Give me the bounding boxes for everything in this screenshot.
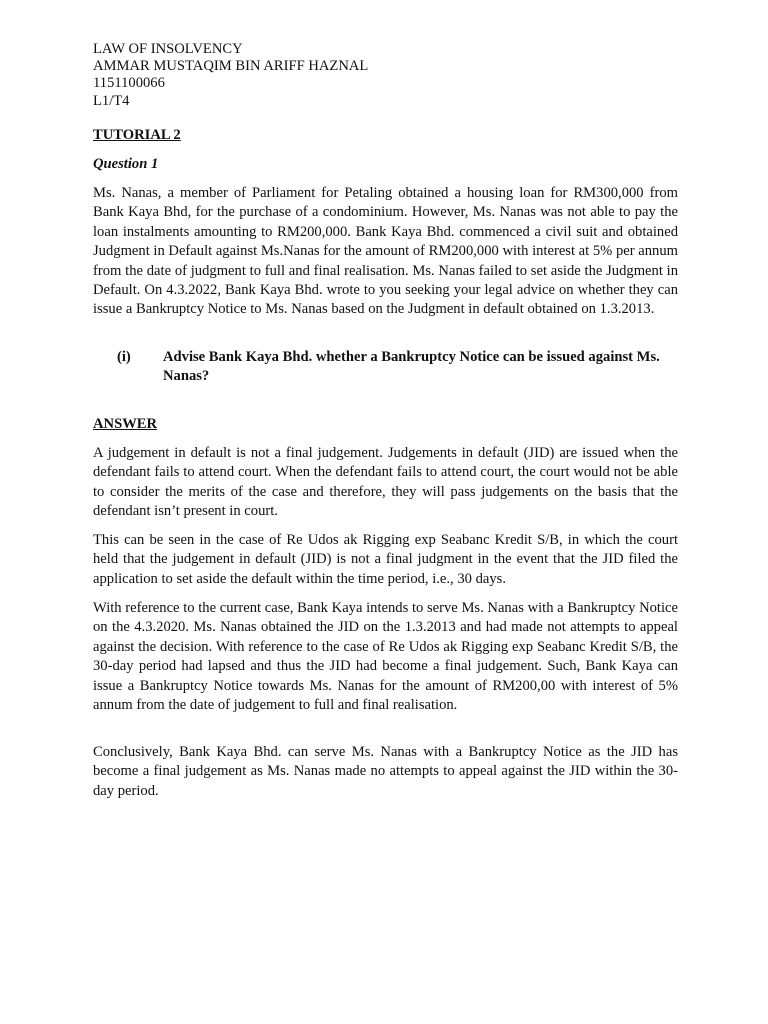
document-header xyxy=(93,41,368,110)
sub-question-number: (i) xyxy=(117,349,131,365)
course-title: LAW OF INSOLVENCY xyxy=(93,41,243,57)
section-code: L1/T4 xyxy=(93,92,130,109)
sub-question-text: Advise Bank Kaya Bhd. whether a Bankruptcy Notice can be issued against Ms. Nanas? xyxy=(163,349,660,385)
answer-paragraph: This can be seen in the case of Re Udos ak Rigging exp Seabanc Kredit S/B, in which the court held that the judgement in default (JID) is not a final judgment in the event that the JID filed the application to set aside the default within the time period, i.e., 30 days. xyxy=(93,532,678,587)
tutorial-title: TUTORIAL 2 xyxy=(93,127,181,143)
answer-paragraph: Conclusively, Bank Kaya Bhd. can serve Ms. Nanas with a Bankruptcy Notice as the JID has become a final judgement as Ms. Nanas made no attempts to appeal against the JID within the 30-day period. xyxy=(93,744,678,799)
student-name: AMMAR MUSTAQIM BIN ARIFF HAZNAL xyxy=(93,58,369,75)
student-id: 1151100066 xyxy=(93,75,165,92)
question-heading: Question 1 xyxy=(93,156,159,172)
answer-heading: ANSWER xyxy=(93,416,158,432)
answer-paragraph: A judgement in default is not a final judgement. Judgements in default (JID) are issued when the defendant fails to attend court. When the defendant fails to attend court, the court would not be able to consider the merits of the case and therefore, they will pass judgements on the basis that the defendant isn’t present in court. xyxy=(93,445,678,520)
answer-paragraph: With reference to the current case, Bank Kaya intends to serve Ms. Nanas with a Bankruptcy Notice on the 4.3.2020. Ms. Nanas obtained the JID on the 1.3.2013 and had made not attempts to appeal against the decision. With reference to the case of Re Udos ak Rigging exp Seabanc Kredit S/B, the 30-day period had lapsed and thus the JID had become a final judgement. Such, Bank Kaya can issue a Bankruptcy Notice towards Ms. Nanas for the amount of RM200,00 with interest of 5% annum from the date of judgement to full and final realisation. xyxy=(93,600,678,714)
question-text: Ms. Nanas, a member of Parliament for Petaling obtained a housing loan for RM300,000 from Bank Kaya Bhd, for the purchase of a condominium. However, Ms. Nanas was not able to pay the loan instalments amounting to RM200,000. Bank Kaya Bhd. commenced a civil suit and obtained Judgment in Default against Ms.Nanas for the amount of RM200,000 with interest at 5% per annum from the date of judgment to full and final realisation. Ms. Nanas failed to set aside the Judgment in Default. On 4.3.2022, Bank Kaya Bhd. wrote to you seeking your legal advice on whether they can issue a Bankruptcy Notice to Ms. Nanas based on the Judgment in default obtained on 1.3.2013. xyxy=(93,185,678,318)
